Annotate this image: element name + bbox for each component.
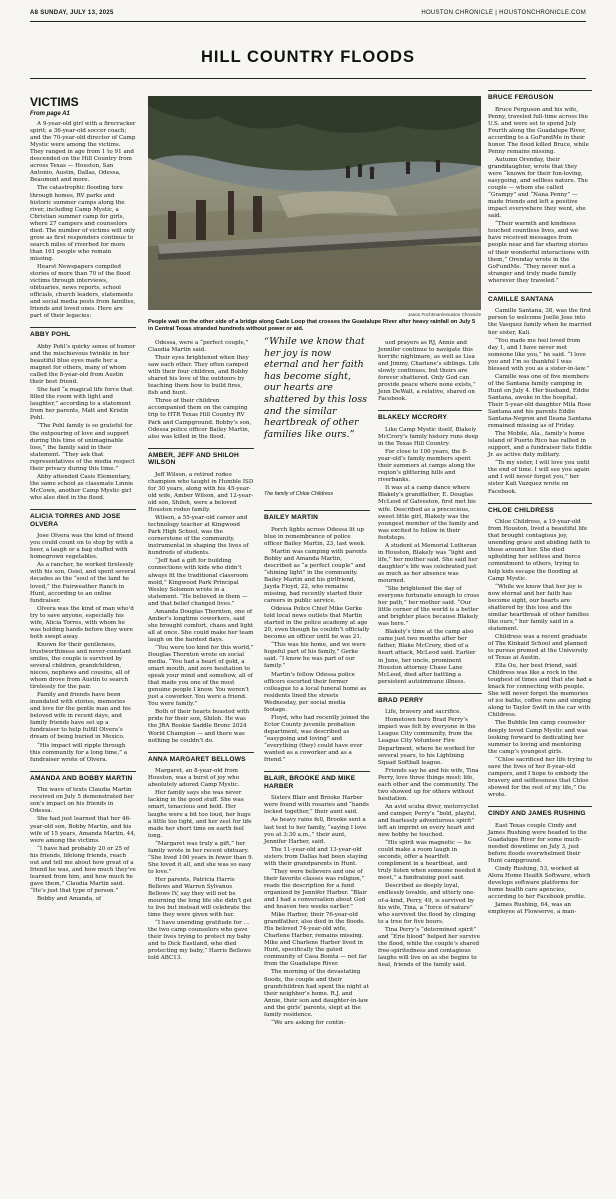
victim-heading: BAILEY MARTIN	[264, 510, 370, 522]
story-paragraph: She had just learned that her 46-year-old son, Bobby Martin, and his wife of 15 years, Amanda Martin, 44, were among the victims.	[30, 816, 136, 844]
story-paragraph: “This was his home, and we were hopeful part of his family,” Gerke said. “I know he was part of our family.”	[264, 642, 366, 670]
column-2	[148, 340, 254, 963]
story-paragraph: Amanda Douglas Thornton, one of Amber’s longtime coworkers, said she brought comfort, chaos and light all at once. She could make her team laugh on the hardest days.	[148, 608, 254, 643]
story-paragraph: Sisters Blair and Brooke Harber were found with rosaries and “hands locked together,” their aunt said.	[264, 795, 369, 816]
story-paragraph: Her parents, Patricia Harris Bellows and Warren Sylvanus Bellows IV, say they will not be mourning the long life she didn’t get to live but instead will celebrate the time they were given with her.	[148, 876, 253, 919]
intro-paragraph: A 9-year-old girl with a firecracker spirit; a 36-year-old soccer coach; and the 70-year-old director of Camp Mystic were among the victims. They ranged in age from 1 to 91 and descended on the Hill Country from across Texas — Houston, San Antonio, Austin, Dallas, Odessa, Beaumont and more.	[30, 121, 136, 184]
story-paragraph: Like Camp Mystic itself, Blakely McCrory’s family history runs deep in the Texas Hill Country.	[378, 427, 479, 448]
victim-heading: ALICIA TORRES AND JOSE OLVERA	[30, 509, 136, 528]
story-paragraph: Tina Perry’s “determined spirit” and “Erie blood” helped her survive the flood, while the couple’s shared free-spiritedness and contagious laughs will live on as she begins to heal, friends of the family said.	[378, 926, 480, 968]
story-paragraph: Camille Santana, 38, was the first person to welcome Joelle Jose into the Vasquez family when he married her sister, Kali.	[488, 308, 592, 336]
story-paragraph: Three of their children accompanied them on the camping trip to HTR Texas Hill Country RV Park and Campground. Bobby’s son, Odessa police officer Bailey Martin, also was killed in the flood.	[148, 398, 252, 440]
story-paragraph: Cindy Rushing, 53, worked at Alora Home Health Software, which develops software platforms for home health care agencies, according to her Facebook profile.	[488, 865, 591, 901]
story-paragraph: For close to 100 years, the 8-year-old’s family members spent their summers at camps along the region’s glittering hills and riverbanks.	[378, 449, 476, 484]
victim-heading: BLAKELY MCCRORY	[378, 410, 482, 422]
column-3	[264, 503, 370, 1028]
story-paragraph: “While we know that her joy is now eternal and her faith has become sight, our hearts are shattered by this loss and the similar heartbreak of other families like ours,” her family said in a statement.	[488, 583, 590, 632]
section-title: VICTIMS	[30, 95, 79, 109]
story-paragraph: Jeff Wilson, a retired rodeo champion who taught in Humble ISD for 30 years, along with his 45-year-old wife, Amber Wilson, and 12-year-old son, Shiloh, were a beloved Houston rodeo family.	[148, 471, 254, 514]
story-paragraph: Family and friends have been inundated with stories, memories and love for the gentle man and his beloved wife in recent days, and family friends have set up a fundraiser to help fulfill Olvera’s dream of being buried in Mexico.	[30, 692, 131, 741]
victim-heading: BRUCE FERGUSON	[488, 90, 592, 102]
story-paragraph: Wilson, a 55-year-old career and technology teacher at Kingwood Park High School, was the cornerstone of the community, instrumental in shaping the lives of hundreds of students.	[148, 515, 249, 557]
column-5	[488, 90, 592, 917]
section-banner: HILL COUNTRY FLOODS	[201, 48, 415, 66]
story-paragraph: Chloe Childress, a 19-year-old from Houston, lived a beautiful life that brought contagious joy, unending grace and abiding faith to those around her. She died upholding her selfless and fierce commitment to others, trying to help kids escape the flooding at Camp Mystic.	[488, 519, 591, 582]
story-paragraph: Mike Harber, their 76-year-old grandfather, also died in the floods. His beloved 74-year-old wife, Charlene Harber, remains missing. Mike and Charlene Harber lived in Hunt, specifically the gated community of Casa Bonita — not far from the Guadalupe River.	[264, 912, 367, 968]
story-paragraph: Hometown hero Brad Perry’s impact was felt by everyone in the League City community, from the League City Volunteer Fire Department, where he worked for several years, to his Lightning Squad Softball league.	[378, 717, 476, 766]
story-paragraph: Bobby and Amanda, of	[37, 895, 102, 902]
story-paragraph: Martin was camping with parents Bobby and Amanda Martin, described as “a perfect couple” and “shining light” in the community. Bailey Martin and his girlfriend, Jayda Floyd, 22, who remains missing, had recently started their careers in public service.	[264, 548, 367, 605]
story-paragraph: ued prayers as RJ, Annie and Jennifer continue to navigate this horrific nightmare, as well as Lisa and Jimmy, Charlene’s siblings. Life slowly continues, but theirs are forever shattered. Only God can provide peace where none exists,” Jenn DeWalt, a relative, shared on Facebook.	[378, 340, 480, 403]
photo-caption: People wait on the other side of a bridge along Cade Loop that crosses the Guadalupe River after heavy rainfall on July 5 in Central Texas stranded hundreds without power or aid.	[148, 319, 476, 332]
story-paragraph: “I have unending gratitude for … the two camp counselors who gave their lives trying to protect my baby and to Dick Eastland, who died protecting my baby,” Harris Bellows told ABC13.	[148, 920, 251, 962]
story-paragraph: An avid scuba diver, motorcyclist and camper, Perry’s “bold, playful, and fearlessly adventurous spirit” left an imprint on every heart and new hobby he touched.	[378, 803, 479, 839]
victim-heading: ANNA MARGARET BELLOWS	[148, 752, 254, 764]
story-paragraph: Ella Ou, her best friend, said Childress was like a rock in the toughest of times and that she had a knack for connecting with people. She will never forget the memories of ice baths, coffee runs and singing along to Taylor Swift in the car with Childress.	[488, 663, 592, 719]
story-paragraph: “The Pohl family is so grateful for the outpouring of love and support during this time of unimaginable loss,” the family said in their statement. “They ask that representatives of the media respect their privacy during this time.”	[30, 423, 135, 472]
story-paragraph: It was at a camp dance where Blakely’s grandfather, E. Douglas McLeod of Galveston, first met his wife. Described as a precocious, sweet little girl, Blakely was the youngest member of the family and was excited to follow in their footsteps.	[378, 485, 479, 541]
story-paragraph: As heavy rains fell, Brooke sent a last text to her family, “saying I love you at 3:30 a.m.,” their aunt, Jennifer Harber, said.	[264, 817, 367, 845]
story-paragraph: The Bubble Inn camp counselor deeply loved Camp Mystic and was looking forward to dedicating her summer to loving and mentoring the camp’s youngest girls.	[488, 720, 588, 755]
flood-photo	[148, 96, 481, 310]
victim-heading: ABBY POHL	[30, 327, 136, 339]
story-paragraph: Childress was a recent graduate of The Kinkaid School and planned to pursue premed at the University of Texas at Austin.	[488, 633, 588, 662]
story-paragraph: The morning of the devastating floods, the couple and their grandchildren had spent the night at their neighbor’s home. R.J. and Annie, their son and daughter-in-law and the girls’ parents, slept at the family residence.	[264, 969, 369, 1018]
story-paragraph: “You were too kind for this world,” Douglas Thornton wrote on social media. “You had a heart of gold, a smart mouth, and zero hesitation to speak your mind and somehow, all of that made you one of the most genuine people I know. You weren’t just a coworker. You were a friend. You were family.”	[148, 644, 254, 708]
story-paragraph: As a rancher, he worked tirelessly with his son, Osiel, and spent several decades as the “soul of the land he loved,” the Fairweather Ranch in Hunt, according to an online fundraiser.	[30, 562, 136, 604]
story-paragraph: “She brightened the day of everyone fortunate enough to cross her path,” her mother said. “Our little corner of the world is a better and brighter place because Blakely was here.”	[378, 586, 480, 628]
story-paragraph: Their eyes brightened when they saw each other. They often camped with their four children, and Bobby shared his love of the outdoors by teaching them how to build fires, fish and hunt.	[148, 355, 249, 397]
story-paragraph: “Jeff had a gift for building connections with kids who didn’t always fit the traditional classroom mold,” Kingwood Park Principal Wesley Solomon wrote in a statement. “He believed in them — and that belief changed lives.”	[148, 558, 248, 607]
story-paragraph: Friends say he and his wife, Tina Perry, love three things most: life, each other and the community. The two showed up for others without hesitation.	[378, 767, 479, 802]
story-paragraph: A student at Memorial Lutheran in Houston, Blakely was “light and life,” her mother said. She said her daughter’s life was celebrated just as much as her absence was mourned.	[378, 542, 478, 584]
story-paragraph: “His spirit was magnetic — he could make a room laugh in seconds, offer a heartfelt compliment in a heartbeat, and truly listen when someone needed it most,” a fundraising post said.	[378, 840, 482, 882]
story-paragraph: Life, bravery and sacrifice.	[385, 709, 462, 716]
story-paragraph: Described as deeply loyal, endlessly lovable, and utterly one-of-a-kind, Perry, 49, is survived by his wife, Tina, a “force of nature” who survived the flood by clinging to a tree for five hours.	[378, 883, 476, 925]
pull-quote: “While we know that her joy is now eternal and her faith has become sight, our hearts are shattered by this loss and the similar heartbreak of other families like ours.”	[264, 336, 368, 440]
story-paragraph: Both of their hearts boasted with pride for their son, Shiloh. He was the JRA Rookie Saddle Bronc 2024 World Champion — and there was nothing he couldn’t do.	[148, 709, 250, 744]
story-paragraph: Abby attended Casis Elementary, the same school as classmate Linnie McCown, another Camp Mystic girl who also died in the flood.	[30, 473, 134, 501]
story-paragraph: East Texas couple Cindy and James Rushing were headed to the Guadalupe River for some much-needed downtime on July 3, just before floods overwhelmed their Hunt campground.	[488, 822, 587, 864]
story-paragraph: “Chloe sacrificed her life trying to save the lives of her 8-year-old campers, and I hope to embody the bravery and selflessness that Chloe showed for the rest of my life,” Ou wrote.	[488, 756, 592, 798]
story-paragraph: Odessa Police Chief Mike Gerke told local news outlets that Martin started in the police academy at age 20, even though he couldn’t officially become an officer until he was 21.	[264, 606, 370, 641]
victim-heading: BLAIR, BROOKE AND MIKE HARBER	[264, 771, 370, 790]
story-paragraph: “They were believers and one of their favorite classes was religion,” reads the description for a fund organized by Jennifer Harber. “Blair and I had a conversation about God and heaven two weeks earlier.”	[264, 868, 367, 911]
intro-paragraph: Hearst Newspapers compiled stories of more than 70 of the flood victims through interviews, obituaries, news reports, school officials, church leaders, statements and social media posts from families, friends and loved ones. Here are part of their legacies:	[30, 263, 136, 320]
flood-photo-image	[148, 96, 481, 310]
story-paragraph: Margaret, an 8-year-old from Houston, was a burst of joy who absolutely adored Camp Mystic.	[148, 768, 240, 789]
folio-right: HOUSTON CHRONICLE | HOUSTONCHRONICLE.COM	[421, 10, 586, 16]
story-paragraph: Blakely’s time at the camp also came just two months after her father, Blake McCrory, died of a heart attack, McLeod said. Earlier in June, her uncle, prominent Houston attorney Chase Lane McLeod, died after battling a persistent autoimmune illness.	[378, 629, 476, 685]
column-1	[30, 96, 136, 904]
story-paragraph: James Rushing, 64, was an employee at Flowserve, a man-	[488, 902, 577, 916]
story-paragraph: Jose Olvera was the kind of friend you could count on to stop by with a beer, a laugh or a bag stuffed with homegrown vegetables.	[30, 533, 134, 561]
folio-left: A8 SUNDAY, JULY 13, 2025	[30, 10, 114, 16]
story-paragraph: Camille was one of five members of the Santana family camping in Hunt on July 4. Her husband, Eddie Santana, awoke in the hospital. Their 5-year-old daughter Mila Rose Santana and his parents Eddie Santana-Negron and Ileana Santana remained missing as of Friday.	[488, 373, 592, 430]
story-paragraph: Bruce Ferguson and his wife, Penny, traveled full-time across the U.S. and were set to spend July Fourth along the Guadalupe River, according to a GoFundMe in their honor. The flood killed Bruce, while Penny remains missing.	[488, 106, 589, 155]
story-paragraph: Odessa, were a “perfect couple,” Claudia Martin said.	[148, 340, 249, 354]
pull-quote-attribution: The family of Chloe Childress	[264, 491, 334, 497]
story-paragraph: “To my sister, I will love you until the end of time. I will see you again and I will never forget you,” her sister Kali Vazquez wrote on Facebook.	[488, 460, 590, 495]
story-paragraph: “We are asking for contin-	[271, 1019, 346, 1026]
column-4	[378, 340, 482, 970]
intro-paragraph: The catastrophic flooding tore through homes, RV parks and historic summer camps along the river, including Camp Mystic, a Christian summer camp for girls, where 27 campers and counselors died. The number of victims will only grow as first responders continue to search miles of riverbed for more than 161 people who remain missing.	[30, 185, 136, 262]
story-paragraph: Olvera was the kind of man who’d try to save anyone, especially his wife, Alicia Torres, with whom he was holding hands before they were both swept away.	[30, 605, 134, 640]
victim-heading: AMANDA AND BOBBY MARTIN	[30, 771, 136, 783]
story-paragraph: “Margaret was truly a gift,” her family wrote in her recent obituary. “She lived 100 years in fewer than 9. She loved it all, and she was so easy to love.”	[148, 840, 254, 875]
victim-heading: CAMILLE SANTANA	[488, 292, 592, 304]
story-paragraph: The wave of texts Claudia Martin received on July 5 demonstrated her son’s impact on his friends in Odessa.	[30, 787, 134, 815]
story-paragraph: “Their warmth and kindness touched countless lives, and we have received messages from people near and far sharing stories of their wonderful interactions with them,” Orenday wrote in the GoFundMe. “They never met a stranger and truly made family wherever they traveled.”	[488, 221, 590, 284]
victim-heading: CINDY AND JAMES RUSHING	[488, 806, 592, 818]
story-paragraph: Her family says she was never lacking in the good stuff. She was smart, tenacious and bold. Her laughs were a bit too loud, her hugs a little too tight, and her zest for life made her short time on earth feel long.	[148, 790, 252, 839]
story-paragraph: Known for their gentleness, trustworthiness and never-constant smiles, the couple is survived by several children, grandchildren, nieces, nephews and cousins, all of whom drove from Austin to search tirelessly for the pair.	[30, 641, 132, 691]
banner-rule	[30, 78, 586, 79]
story-paragraph: The Mobile, Ala., family’s home island of Puerto Rico has rallied in support, and a fundraiser lists Eddie Jr. as active duty military.	[488, 431, 592, 459]
story-paragraph: The 11-year-old and 13-year-old sisters from Dallas had been staying with their grandparents in Hunt.	[264, 846, 368, 867]
victim-heading: CHLOE CHILDRESS	[488, 503, 592, 515]
story-paragraph: Porch lights across Odessa lit up blue in remembrance of police officer Bailey Martin, 23, last week.	[264, 526, 366, 547]
photo-credit: Jason Fochtman/Houston Chronicle	[407, 312, 481, 317]
story-paragraph: Floyd, who had recently joined the Ector County juvenile probation department, was described as “easygoing and loving” and “everything (they) could have ever wanted as a coworker and as a friend.”	[264, 714, 370, 764]
story-paragraph: “I have had probably 20 or 25 of his friends, lifelong friends, reach out and tell me about how great of a friend he was, and how much they’ve learned from him, and how much he gave them,” Claudia Martin said. “He’s just that type of person.”	[30, 845, 136, 894]
folio	[30, 9, 586, 22]
story-paragraph: Martin’s fellow Odessa police officers escorted their former colleague to a local funeral home as residents lined the streets Wednesday, per social media footage.	[264, 671, 367, 713]
jump-line: From page A1	[30, 111, 70, 117]
story-paragraph: She had “a magical life force that filled the room with light and laughter,” according to a statement from her parents, Matt and Kristin Pohl.	[30, 387, 133, 422]
story-paragraph: Abby Pohl’s quirky sense of humor and the mischievous twinkle in her beautiful blue eyes made her a magnet for others, many of whom called the 8-year-old from Austin their best friend.	[30, 343, 136, 386]
story-paragraph: “His impact will ripple through this community for a long time,” a fundraiser wrote of Olvera.	[30, 742, 128, 763]
story-paragraph: Autumn Orenday, their granddaughter, wrote that they were “known for their fun-loving, easygoing, and selfless nature. The couple — whom she called “Grampy” and “Nana Penny” — made friends and left a positive impact everywhere they went, she said.	[488, 156, 588, 220]
victim-heading: AMBER, JEFF AND SHILOH WILSON	[148, 448, 254, 467]
story-paragraph: “You made me feel loved from day 1, and I have never met someone like you,” he said. “I love you and I’m so thankful I was blessed with you as a sister-in-law.”	[488, 337, 590, 372]
victim-heading: BRAD PERRY	[378, 693, 482, 705]
